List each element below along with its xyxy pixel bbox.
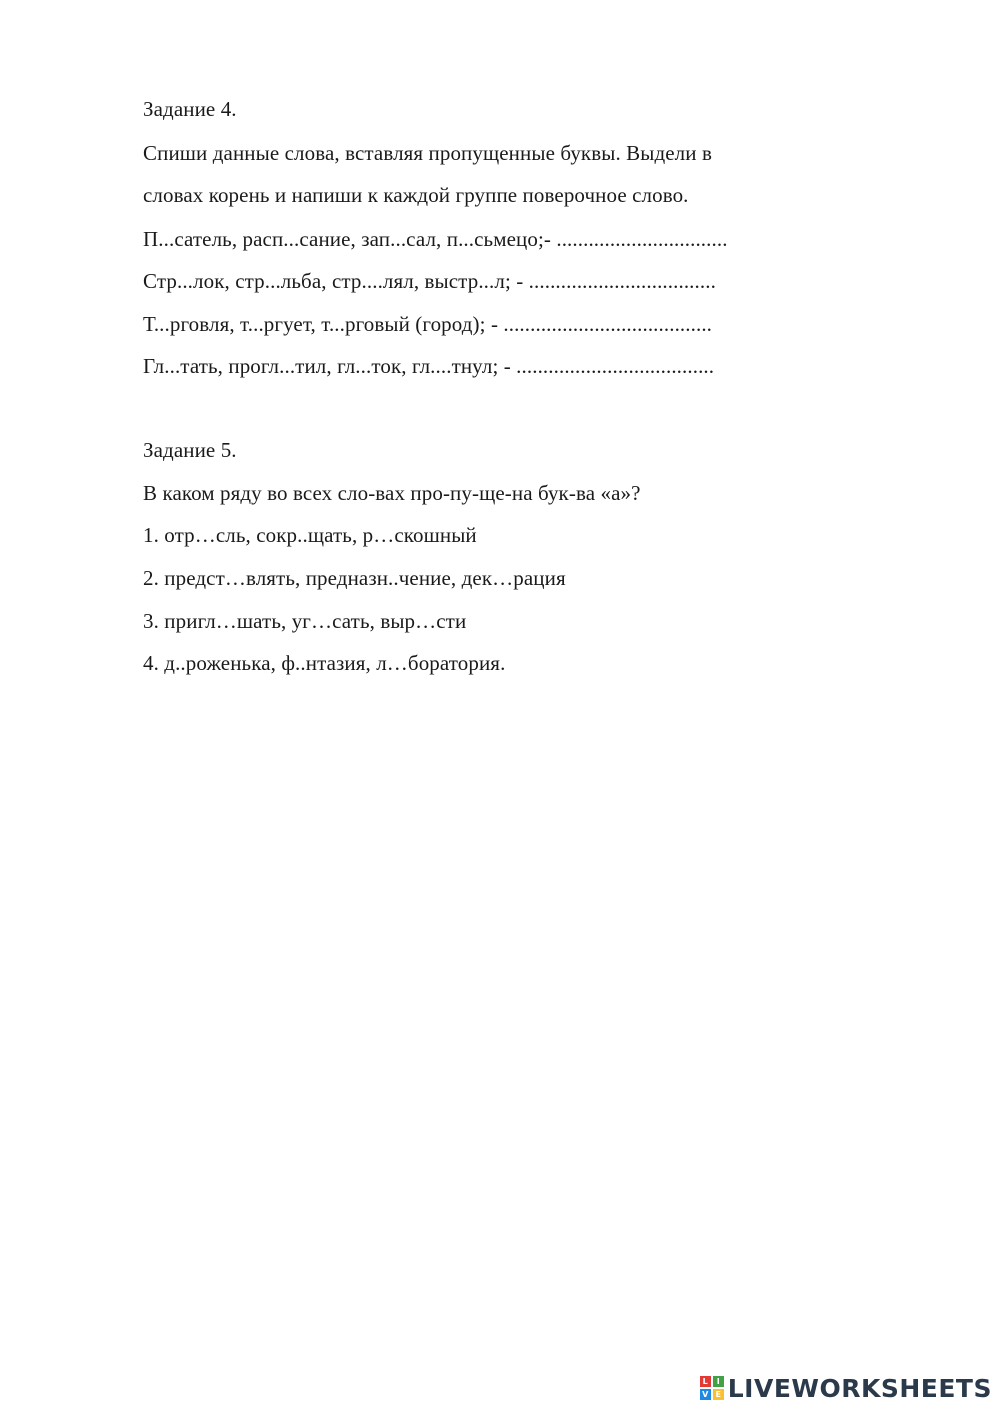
task-4-word-group-2: Стр...лок, стр...льба, стр....лял, выстр...л; - ................................... [143, 269, 716, 293]
task-4-word-group-1: П...сатель, расп...сание, зап...сал, п...сьмецо;- ................................ [143, 227, 728, 251]
logo-mark-l: L [700, 1376, 711, 1387]
task-4-instruction-line-2: словах корень и напиши к каждой группе поверочное слово. [143, 183, 689, 207]
logo-text: LIVEWORKSHEETS [727, 1373, 992, 1403]
task-5-option-3: 3. пригл…шать, уг…сать, выр…сти [143, 609, 467, 633]
logo-mark-v: V [700, 1389, 711, 1400]
liveworksheets-logo [700, 1371, 992, 1405]
task-4-instruction-line-1: Спиши данные слова, вставляя пропущенные буквы. Выдели в [143, 141, 712, 165]
task-5-option-4: 4. д..роженька, ф..нтазия, л…боратория. [143, 651, 506, 675]
task-4-heading: Задание 4. [143, 97, 237, 121]
task-5-option-1: 1. отр…сль, сокр..щать, р…скошный [143, 523, 477, 547]
task-5-option-2: 2. предст…влять, предназн..чение, дек…рация [143, 566, 566, 590]
task-5-heading: Задание 5. [143, 438, 237, 462]
logo-mark-i: I [713, 1376, 724, 1387]
logo-mark-e: E [713, 1389, 724, 1400]
task-4-word-group-3: Т...рговля, т...ргует, т...рговый (город); - ....................................... [143, 312, 713, 336]
task-4-word-group-4: Гл...тать, прогл...тил, гл...ток, гл....тнул; - ..................................... [143, 354, 715, 378]
task-5-question: В каком ряду во всех сло-вах про-пу-ще-на бук-ва «а»? [143, 481, 641, 505]
logo-mark-icon [700, 1376, 724, 1400]
